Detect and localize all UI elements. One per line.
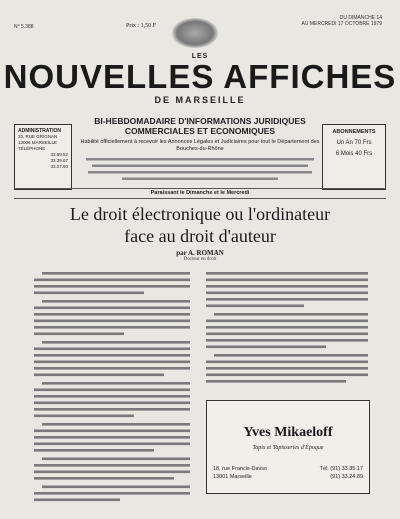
city-seal-icon <box>172 18 218 48</box>
banner-rule <box>14 198 386 199</box>
admin-phone: 33.29.67 <box>50 158 68 163</box>
ad-phone-2: (91) 33.24.89 <box>330 474 363 480</box>
ad-address <box>213 465 267 481</box>
admin-line: 13006 MARSEILLE <box>18 140 58 145</box>
date-line-2: AU MERCREDI 17 OCTOBRE 1979 <box>301 21 382 27</box>
header-rule <box>14 188 386 189</box>
ad-phone <box>320 465 363 481</box>
article-column-right <box>206 270 368 394</box>
article-byline-sub: Docteur en droit <box>183 257 217 262</box>
admin-line: 33, RUE GRIGNAN <box>18 134 58 139</box>
price: Prix : 1,50 F <box>126 23 157 29</box>
admin-heading: ADMINISTRATION <box>18 128 61 134</box>
date-block <box>242 15 382 27</box>
date-line-1: DU DIMANCHE 14 <box>339 15 382 21</box>
article-headline <box>0 203 400 247</box>
masthead-title: NOUVELLES AFFICHES <box>3 58 397 95</box>
body-text-lines <box>34 270 190 510</box>
admin-line: TÉLÉPHONE <box>18 146 46 151</box>
subscription-heading: ABONNEMENTS <box>332 129 376 135</box>
body-text-lines <box>206 270 368 392</box>
fine-print-lines <box>82 156 318 182</box>
article-byline: par A. ROMAN <box>176 249 224 257</box>
publication-subtitle <box>80 116 320 136</box>
administration-box <box>14 124 72 190</box>
advertisement-box <box>206 400 370 494</box>
subscription-box <box>322 124 386 190</box>
article-column-left <box>34 270 190 512</box>
subscription-year <box>323 140 385 146</box>
admin-phone: 33.59.52 <box>50 152 68 157</box>
year-label: Un An <box>336 140 353 146</box>
ad-phone-1: Tél. (91) 33.35.17 <box>319 466 363 472</box>
ad-name: Yves Mikaeloff <box>243 425 333 440</box>
habilitation-text: Habilité officiellement à recevoir les Annonces Légales et Judiciaires pour tout le Département des Bouches-du-Rhône <box>80 139 320 152</box>
publication-banner: Paraissant le Dimanche et le Mercredi <box>150 190 250 196</box>
admin-phone: 33.27.60 <box>50 164 68 169</box>
year-price: 70 Frs <box>354 140 372 146</box>
subtitle-line-2: COMMERCIALES ET ECONOMIQUES <box>124 126 276 136</box>
ad-address-line-1: 18, rue Francis-Davso <box>213 466 268 472</box>
ad-tagline: Tapis et Tapisseries d'Époque <box>252 445 324 451</box>
subscription-six-months <box>323 151 385 157</box>
masthead-city: DE MARSEILLE <box>154 95 246 105</box>
headline-line-1: Le droit électronique ou l'ordinateur <box>69 204 331 224</box>
headline-line-2: face au droit d'auteur <box>124 226 276 246</box>
subtitle-line-1: BI-HEBDOMADAIRE D'INFORMATIONS JURIDIQUES <box>94 116 306 126</box>
publication-fine-print <box>82 156 318 185</box>
issue-number: N° 5.388 <box>14 24 34 30</box>
six-label: 6 Mois <box>335 151 354 157</box>
ad-address-line-2: 13001 Marseille <box>213 474 252 480</box>
six-price: 40 Frs <box>355 151 373 157</box>
masthead-les: LES <box>191 53 209 60</box>
